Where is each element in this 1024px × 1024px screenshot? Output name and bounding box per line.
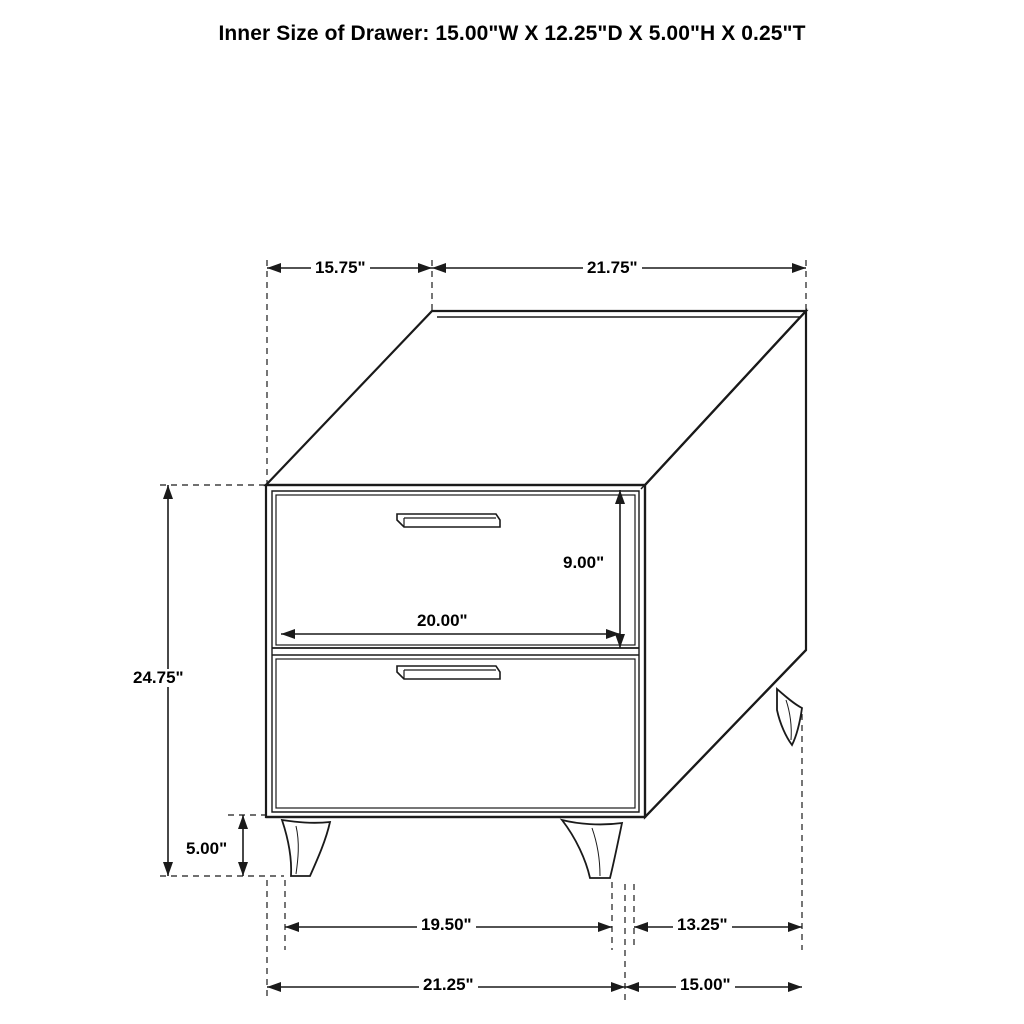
dim-label-drawer-width: 20.00" [413,612,472,630]
top-panel-inner-edge [437,317,800,489]
dim-label-bottom-front-width: 19.50" [417,916,476,934]
dim-label-top-right: 21.75" [583,259,642,277]
upper-drawer-handle [397,514,500,527]
cabinet-side [645,311,806,817]
dim-label-overall-width: 21.25" [419,976,478,994]
dim-label-leg-height: 5.00" [182,840,231,858]
leg-front-right [562,820,622,878]
page-title: Inner Size of Drawer: 15.00"W X 12.25"D X 5.00"H X 0.25"T [218,22,806,45]
drawer-height-dimension-group [615,490,625,648]
cabinet-front [266,485,645,817]
dim-label-total-height: 24.75" [129,669,188,687]
lower-drawer-handle [397,666,500,679]
leg-rear-right [777,689,802,745]
dim-label-drawer-height: 9.00" [559,554,608,572]
leg-front-left [282,820,330,876]
top-dimension-group [267,260,806,489]
dim-label-top-left: 15.75" [311,259,370,277]
dim-label-overall-depth: 15.00" [676,976,735,994]
leg-height-dimension-group [228,815,268,876]
drawer-width-dimension-group [281,629,620,639]
dim-label-bottom-side-depth: 13.25" [673,916,732,934]
cabinet-bottom-side-edge [645,650,806,817]
front-inner-border [272,491,639,812]
lower-drawer-panel [276,659,635,808]
